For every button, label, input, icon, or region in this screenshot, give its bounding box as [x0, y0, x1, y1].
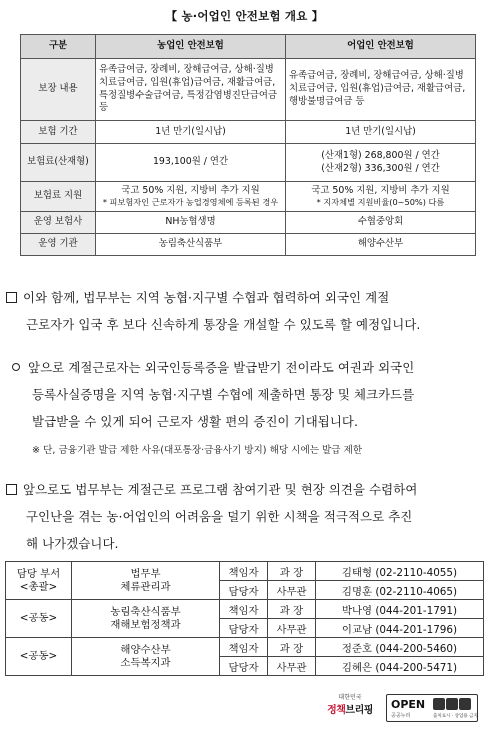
contact-table: [5, 561, 484, 676]
contact-position: 사무관: [268, 619, 316, 638]
contact-role: 담당자: [220, 657, 268, 676]
contact-tag-line: <총괄>: [19, 580, 58, 593]
row-label: 운영 기관: [21, 234, 96, 256]
contact-position: 사무관: [268, 581, 316, 600]
contact-name: 김명훈: [341, 585, 373, 598]
fish-coverage: 유족급여금, 장례비, 장해급여금, 상해·질병치료급여금, 입원(휴업)급여금, 재활급여금, 행방불명급여금 등: [286, 59, 476, 121]
table-row-subsidy: [21, 182, 476, 212]
table-row-coverage: [21, 59, 476, 121]
header-category: 구분: [21, 35, 96, 59]
fish-premium: [286, 144, 476, 182]
open-license-note: 출처표시 · 상업용 금지: [433, 714, 478, 719]
fish-subsidy-note: * 지자체별 지원비율(0~50%) 다름: [316, 197, 445, 208]
attribution-icon: [433, 698, 445, 710]
header-fish-insurance: 어업인 안전보험: [286, 35, 476, 59]
footer-logos: [322, 692, 482, 726]
row-label: 보장 내용: [21, 59, 96, 121]
paragraph-line: 발급받을 수 있게 되어 근로자 생활 편의 증진이 기대됩니다.: [32, 414, 359, 429]
open-license-caption: 공공누리: [391, 713, 411, 719]
farm-premium: 193,100원 / 연간: [96, 144, 286, 182]
contact-tag: <공동>: [6, 600, 72, 638]
contact-phone: (02-2110-4065): [375, 585, 458, 598]
contact-name-phone: [316, 562, 484, 581]
logo-wordmark: [322, 701, 378, 716]
fish-agency: 해양수산부: [286, 234, 476, 256]
noncommercial-icon: [446, 698, 458, 710]
contact-phone: (044-200-5471): [375, 661, 458, 674]
circle-bullet-icon: [12, 363, 20, 371]
paragraph-bank-account: [6, 284, 484, 338]
table-row-insurer: [21, 212, 476, 234]
square-bullet-icon: [6, 484, 17, 495]
contact-department: [72, 638, 220, 676]
fish-subsidy: [286, 182, 476, 212]
department-line: 재해보험정책과: [110, 618, 181, 631]
farm-coverage: 유족급여금, 장례비, 장해급여금, 상해·질병치료급여금, 입원(휴업)급여금, 재활급여금, 특정질병수술급여금, 특정감염병진단급여금 등: [96, 59, 286, 121]
table-row-premium: [21, 144, 476, 182]
farm-agency: 농림축산식품부: [96, 234, 286, 256]
contact-phone: (044-201-1796): [375, 623, 458, 636]
logo-wordmark-part: 브리핑: [345, 705, 373, 716]
contact-name: 김태형: [341, 566, 373, 579]
contact-position: 과 장: [268, 638, 316, 657]
contact-tag: [6, 562, 72, 600]
contact-phone: (044-200-5460): [375, 642, 458, 655]
farm-subsidy-note: * 피보험자인 근로자가 농업경영체에 등록된 경우: [102, 197, 279, 208]
contact-name: 정준호: [341, 642, 373, 655]
paragraph-registration: [12, 354, 489, 435]
open-license-word: OPEN: [391, 698, 426, 711]
paragraph-line: 앞으로 계절근로자는 외국인등록증을 발급받기 전이라도 여권과 외국인: [28, 360, 415, 375]
department-line: 해양수산부: [120, 643, 171, 656]
contact-name: 김혜은: [341, 661, 373, 674]
contact-name-phone: [316, 657, 484, 676]
document-title: 【 농·어업인 안전보험 개요 】: [165, 9, 324, 23]
contact-role: 책임자: [220, 600, 268, 619]
restriction-note: ※ 단, 금융기관 발급 제한 사유(대포통장·금융사기 방지) 해당 시에는 발급 제한: [32, 445, 363, 456]
contact-position: 과 장: [268, 562, 316, 581]
contact-name: 이교남: [341, 623, 373, 636]
license-icons: [433, 698, 475, 712]
contact-name: 박나영: [341, 604, 373, 617]
fish-premium-type2: (산재2형) 336,300원 / 연간: [321, 162, 440, 174]
contact-position: 사무관: [268, 657, 316, 676]
contact-tag: <공동>: [6, 638, 72, 676]
contact-role: 담당자: [220, 581, 268, 600]
paragraph-closing: [6, 476, 484, 557]
contact-role: 책임자: [220, 562, 268, 581]
contact-phone: (044-201-1791): [375, 604, 458, 617]
table-row: [6, 638, 484, 657]
contact-department: [72, 600, 220, 638]
department-line: 소득복지과: [120, 656, 171, 669]
contact-department: [72, 562, 220, 600]
open-license-badge: [386, 694, 478, 722]
contact-name-phone: [316, 600, 484, 619]
square-bullet-icon: [6, 292, 17, 303]
table-row-period: [21, 121, 476, 144]
fish-subsidy-text: 국고 50% 지원, 지방비 추가 지원: [311, 184, 450, 196]
header-farm-insurance: 농업인 안전보험: [96, 35, 286, 59]
contact-name-phone: [316, 638, 484, 657]
contact-name-phone: [316, 619, 484, 638]
paragraph-line: 등록사실증명을 지역 농협·지구별 수협에 제출하면 통장 및 체크카드를: [32, 387, 415, 402]
row-label: 보험료(산재형): [21, 144, 96, 182]
noderivatives-icon: [459, 698, 471, 710]
paragraph-line: 근로자가 입국 후 보다 신속하게 통장을 개설할 수 있도록 할 예정입니다.: [26, 317, 421, 332]
table-row: [6, 600, 484, 619]
contact-name-phone: [316, 581, 484, 600]
table-header-row: [21, 35, 476, 59]
farm-insurer: NH농협생명: [96, 212, 286, 234]
contact-role: 책임자: [220, 638, 268, 657]
fish-premium-type1: (산재1형) 268,800원 / 연간: [321, 149, 440, 161]
department-line: 농림축산식품부: [110, 605, 181, 618]
paragraph-line: 구인난을 겪는 농·어업인의 어려움을 덜기 위한 시책을 적극적으로 추진: [26, 509, 413, 524]
farm-period: 1년 만기(일시납): [96, 121, 286, 144]
department-line: 법무부: [130, 567, 161, 580]
farm-subsidy-text: 국고 50% 지원, 지방비 추가 지원: [121, 184, 260, 196]
table-row: [6, 562, 484, 581]
fish-period: 1년 만기(일시납): [286, 121, 476, 144]
row-label: 운영 보험사: [21, 212, 96, 234]
paragraph-line: 해 나가겠습니다.: [26, 536, 119, 551]
row-label: 보험료 지원: [21, 182, 96, 212]
contact-phone: (02-2110-4055): [375, 566, 458, 579]
paragraph-line: 앞으로도 법무부는 계절근로 프로그램 참여기관 및 현장 의견을 수렴하여: [23, 482, 418, 497]
logo-wordmark-part: 정책: [327, 705, 346, 716]
farm-subsidy: [96, 182, 286, 212]
contact-position: 과 장: [268, 600, 316, 619]
contact-tag-line: 담당 부서: [16, 567, 61, 580]
table-row-agency: [21, 234, 476, 256]
policy-briefing-logo: [322, 692, 378, 726]
contact-role: 담당자: [220, 619, 268, 638]
logo-caption: 대한민국: [338, 694, 362, 701]
paragraph-line: 이와 함께, 법무부는 지역 농협·지구별 수협과 협력하여 외국인 계절: [23, 290, 390, 305]
row-label: 보험 기간: [21, 121, 96, 144]
insurance-overview-table: [20, 34, 476, 256]
department-line: 체류관리과: [120, 580, 171, 593]
fish-insurer: 수협중앙회: [286, 212, 476, 234]
